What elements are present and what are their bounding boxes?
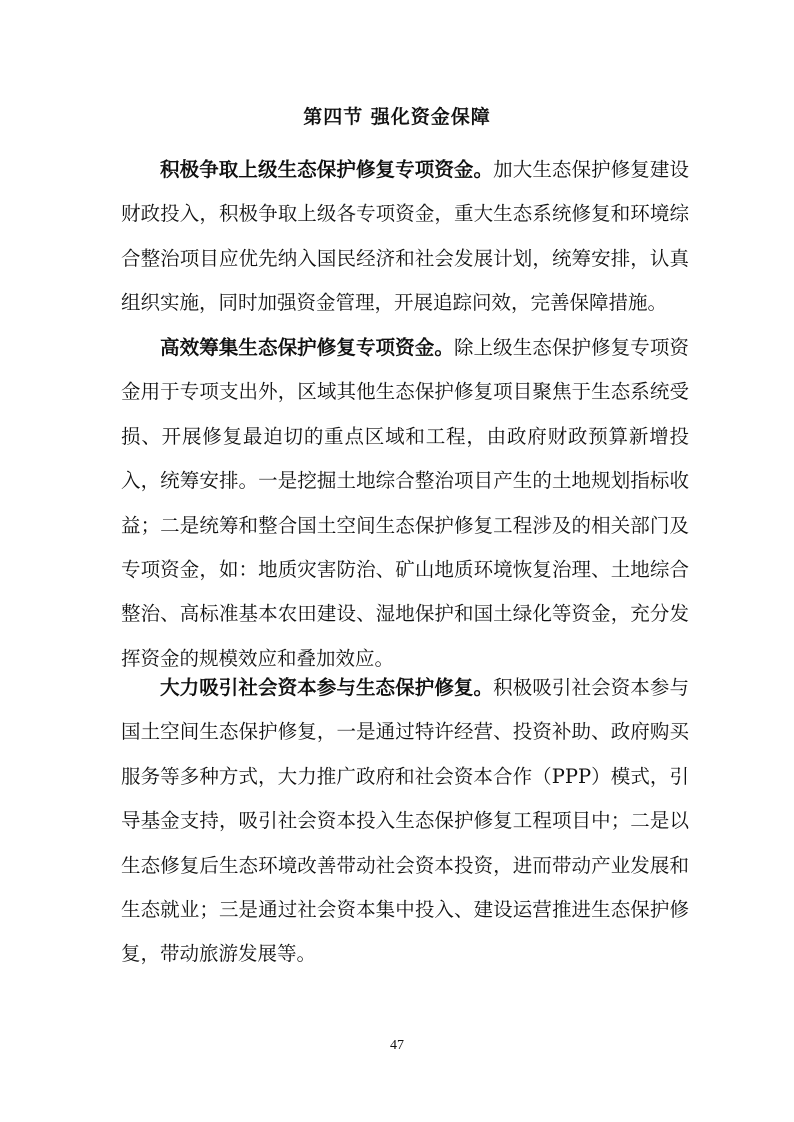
paragraph-body: 加大生态保护修复建设财政投入，积极争取上级各专项资金，重大生态系统修复和环境综合整治项目应优先纳入国民经济和社会发展计划，统筹安排，认真组织实施，同时加强资金管理，开展追踪问效，完善保障措施。 xyxy=(121,158,689,315)
paragraph-body: 积极吸引社会资本参与国土空间生态保护修复，一是通过特许经营、投资补助、政府购买服务等多种方式，大力推广政府和社会资本合作（PPP）模式，引导基金支持，吸引社会资本投入生态保护修复工程项目中；二是以生态修复后生态环境改善带动社会资本投资，进而带动产业发展和生态就业；三是通过社会资本集中投入、建设运营推进生态保护修复，带动旅游发展等。 xyxy=(121,676,689,966)
paragraph-lead: 大力吸引社会资本参与生态保护修复。 xyxy=(160,676,494,699)
paragraph-body: 除上级生态保护修复专项资金用于专项支出外，区域其他生态保护修复项目聚焦于生态系统受损、开展修复最迫切的重点区域和工程，由政府财政预算新增投入，统筹安排。一是挖掘土地综合整治项目产生的土地规划指标收益；二是统筹和整合国土空间生态保护修复工程涉及的相关部门及专项资金，如：地质灾害防治、矿山地质环境恢复治理、土地综合整治、高标准基本农田建设、湿地保护和国土绿化等资金，充分发挥资金的规模效应和叠加效应。 xyxy=(121,336,689,670)
paragraph-funding-superior xyxy=(121,148,689,326)
paragraph-funding-efficient xyxy=(121,326,689,681)
paragraph-social-capital xyxy=(121,666,689,977)
page-number: 47 xyxy=(390,1038,404,1053)
section-title: 第四节 强化资金保障 xyxy=(303,106,491,128)
paragraph-lead: 高效筹集生态保护修复专项资金。 xyxy=(160,336,454,359)
paragraph-lead: 积极争取上级生态保护修复专项资金。 xyxy=(160,158,494,181)
